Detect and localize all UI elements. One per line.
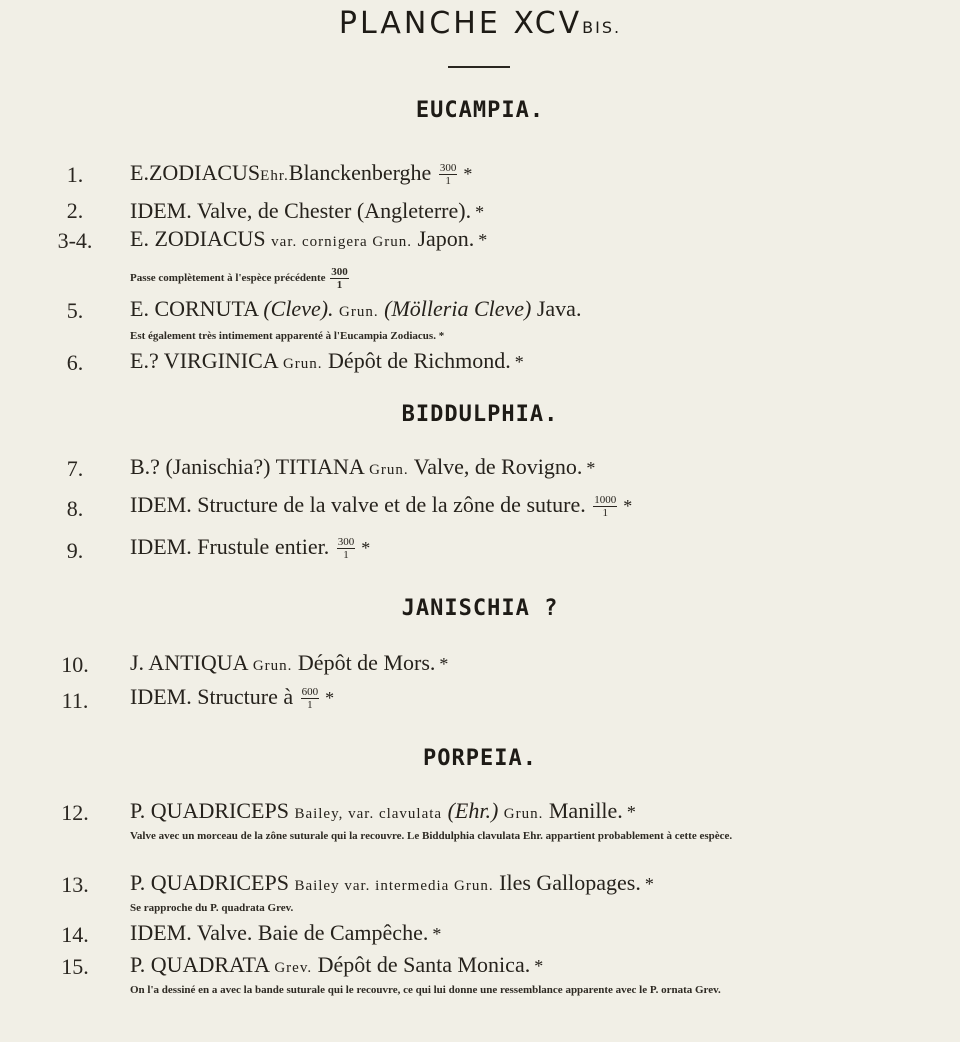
- taxon-name: P. QUADRICEPS: [130, 870, 289, 895]
- asterisk: *: [439, 654, 449, 674]
- taxon-variety: Bailey, var. clavulata: [294, 806, 443, 822]
- taxon-author: Grun.: [252, 658, 293, 674]
- taxon-name: B.? (Janischia?) TITIANA: [130, 454, 364, 479]
- genus-heading-biddulphia: BIDDULPHIA.: [401, 402, 559, 427]
- entry-number: 6.: [66, 350, 84, 375]
- magnification-bottom: 1: [445, 175, 451, 188]
- taxon-author: Ehr.: [260, 168, 289, 184]
- magnification: [330, 266, 349, 291]
- entry-14: [130, 920, 441, 946]
- entry-13: [130, 870, 654, 896]
- asterisk: *: [475, 202, 485, 222]
- entry-text: IDEM. Frustule entier.: [130, 534, 330, 559]
- entry-text: IDEM. Structure à: [130, 684, 294, 709]
- taxon-author-2: Grun.: [503, 806, 544, 822]
- note-text: Est également très intimement apparenté à l'Eucampia Zodiacus.: [130, 330, 436, 342]
- entry-text: IDEM. Valve, de Chester (Angleterre).: [130, 198, 472, 223]
- entry-3-4: [130, 226, 487, 252]
- entry-10: [130, 650, 448, 676]
- asterisk: *: [644, 874, 654, 894]
- entry-1: [130, 160, 472, 187]
- entry-note: On l'a dessiné en a avec la bande suturale qui le recouvre, ce qui lui donne une ressemblance apparente avec le P. ornata Grev.: [130, 984, 721, 996]
- asterisk: *: [463, 164, 473, 184]
- magnification: [301, 686, 320, 711]
- locality: Dépôt de Richmond.: [328, 348, 511, 373]
- entry-8: [130, 492, 632, 519]
- asterisk: *: [534, 956, 544, 976]
- locality: Valve, de Rovigno.: [413, 454, 583, 479]
- entry-15: [130, 952, 543, 978]
- entry-number: 2.: [66, 198, 84, 223]
- entry-5: [130, 296, 581, 322]
- taxon-author: Grun.: [282, 356, 323, 372]
- entry-11: [130, 684, 334, 711]
- asterisk: *: [432, 924, 442, 944]
- entry-number: 15.: [61, 954, 89, 979]
- asterisk: *: [623, 496, 633, 516]
- magnification-top: 1000: [594, 494, 617, 507]
- entry-number: 5.: [66, 298, 84, 323]
- taxon-name: P. QUADRATA: [130, 952, 269, 977]
- taxon-name: E.ZODIACUS: [130, 160, 261, 185]
- magnification-top: 300: [331, 266, 348, 278]
- taxon-name: E. CORNUTA: [130, 296, 258, 321]
- magnification: [337, 536, 356, 561]
- magnification-bottom: 1: [307, 699, 313, 712]
- magnification: [439, 162, 458, 187]
- entry-number: 3-4.: [57, 228, 93, 253]
- entry-number: 11.: [61, 688, 89, 713]
- entry-2: [130, 198, 484, 224]
- entry-7: [130, 454, 595, 480]
- locality: Japon.: [417, 226, 475, 251]
- asterisk: *: [626, 802, 636, 822]
- locality: Blanckenberghe: [288, 160, 432, 185]
- magnification-top: 300: [439, 162, 457, 175]
- asterisk: *: [478, 230, 488, 250]
- entry-note: [130, 330, 444, 342]
- taxon-author: (Cleve).: [263, 296, 334, 321]
- taxon-name: P. QUADRICEPS: [130, 798, 289, 823]
- magnification-top: 300: [337, 536, 355, 549]
- plate-title-text: PLANCHE XCV: [338, 6, 583, 41]
- taxon-author: (Ehr.): [447, 798, 499, 823]
- entry-number: 8.: [66, 496, 84, 521]
- entry-note: Valve avec un morceau de la zône suturale qui la recouvre. Le Biddulphia clavulata Ehr. appartient probablement à cette espèce.: [130, 830, 733, 842]
- entry-note: [130, 266, 351, 291]
- entry-12: [130, 798, 636, 824]
- synonym: (Mölleria Cleve): [384, 296, 532, 321]
- entry-text: IDEM. Valve. Baie de Campêche.: [130, 920, 429, 945]
- entry-number: 12.: [61, 800, 89, 825]
- genus-heading-janischia: JANISCHIA ?: [401, 596, 559, 621]
- asterisk: *: [586, 458, 596, 478]
- entry-number: 14.: [61, 922, 89, 947]
- taxon-name: E. ZODIACUS: [130, 226, 266, 251]
- plate-title: [0, 6, 960, 41]
- taxon-variety: var. cornigera Grun.: [271, 234, 412, 250]
- entry-number: 13.: [61, 872, 89, 897]
- taxon-author: Grev.: [274, 960, 313, 976]
- note-text: Passe complètement à l'espèce précédente: [130, 272, 326, 285]
- title-divider: [448, 66, 510, 68]
- entry-9: [130, 534, 370, 561]
- entry-number: 7.: [66, 456, 84, 481]
- locality: Dépôt de Santa Monica.: [317, 952, 531, 977]
- genus-heading-eucampia: EUCAMPIA.: [415, 98, 545, 123]
- taxon-name: E.? VIRGINICA: [130, 348, 278, 373]
- genus-heading-porpeia: PORPEIA.: [423, 746, 537, 771]
- asterisk: *: [325, 688, 335, 708]
- locality: Manille.: [548, 798, 623, 823]
- entry-number: 1.: [66, 162, 84, 187]
- locality: Iles Gallopages.: [499, 870, 641, 895]
- entry-number: 10.: [61, 652, 89, 677]
- taxon-variety: Bailey var. intermedia Grun.: [294, 878, 494, 894]
- magnification: [593, 494, 617, 519]
- taxon-author: Grun.: [369, 462, 409, 478]
- magnification-bottom: 1: [602, 507, 608, 520]
- magnification-bottom: 1: [336, 279, 343, 291]
- locality: Java.: [536, 296, 582, 321]
- plate-title-suffix: BIS.: [582, 18, 622, 37]
- asterisk: *: [438, 330, 445, 342]
- entry-text: IDEM. Structure de la valve et de la zône de suture.: [130, 492, 586, 517]
- entry-number: 9.: [66, 538, 84, 563]
- entry-note: Se rapproche du P. quadrata Grev.: [130, 902, 294, 914]
- magnification-bottom: 1: [343, 549, 349, 562]
- magnification-top: 600: [301, 686, 319, 699]
- locality: Dépôt de Mors.: [297, 650, 436, 675]
- entry-6: [130, 348, 524, 374]
- taxon-author-2: Grun.: [339, 304, 379, 320]
- taxon-name: J. ANTIQUA: [130, 650, 248, 675]
- asterisk: *: [514, 352, 524, 372]
- asterisk: *: [361, 538, 371, 558]
